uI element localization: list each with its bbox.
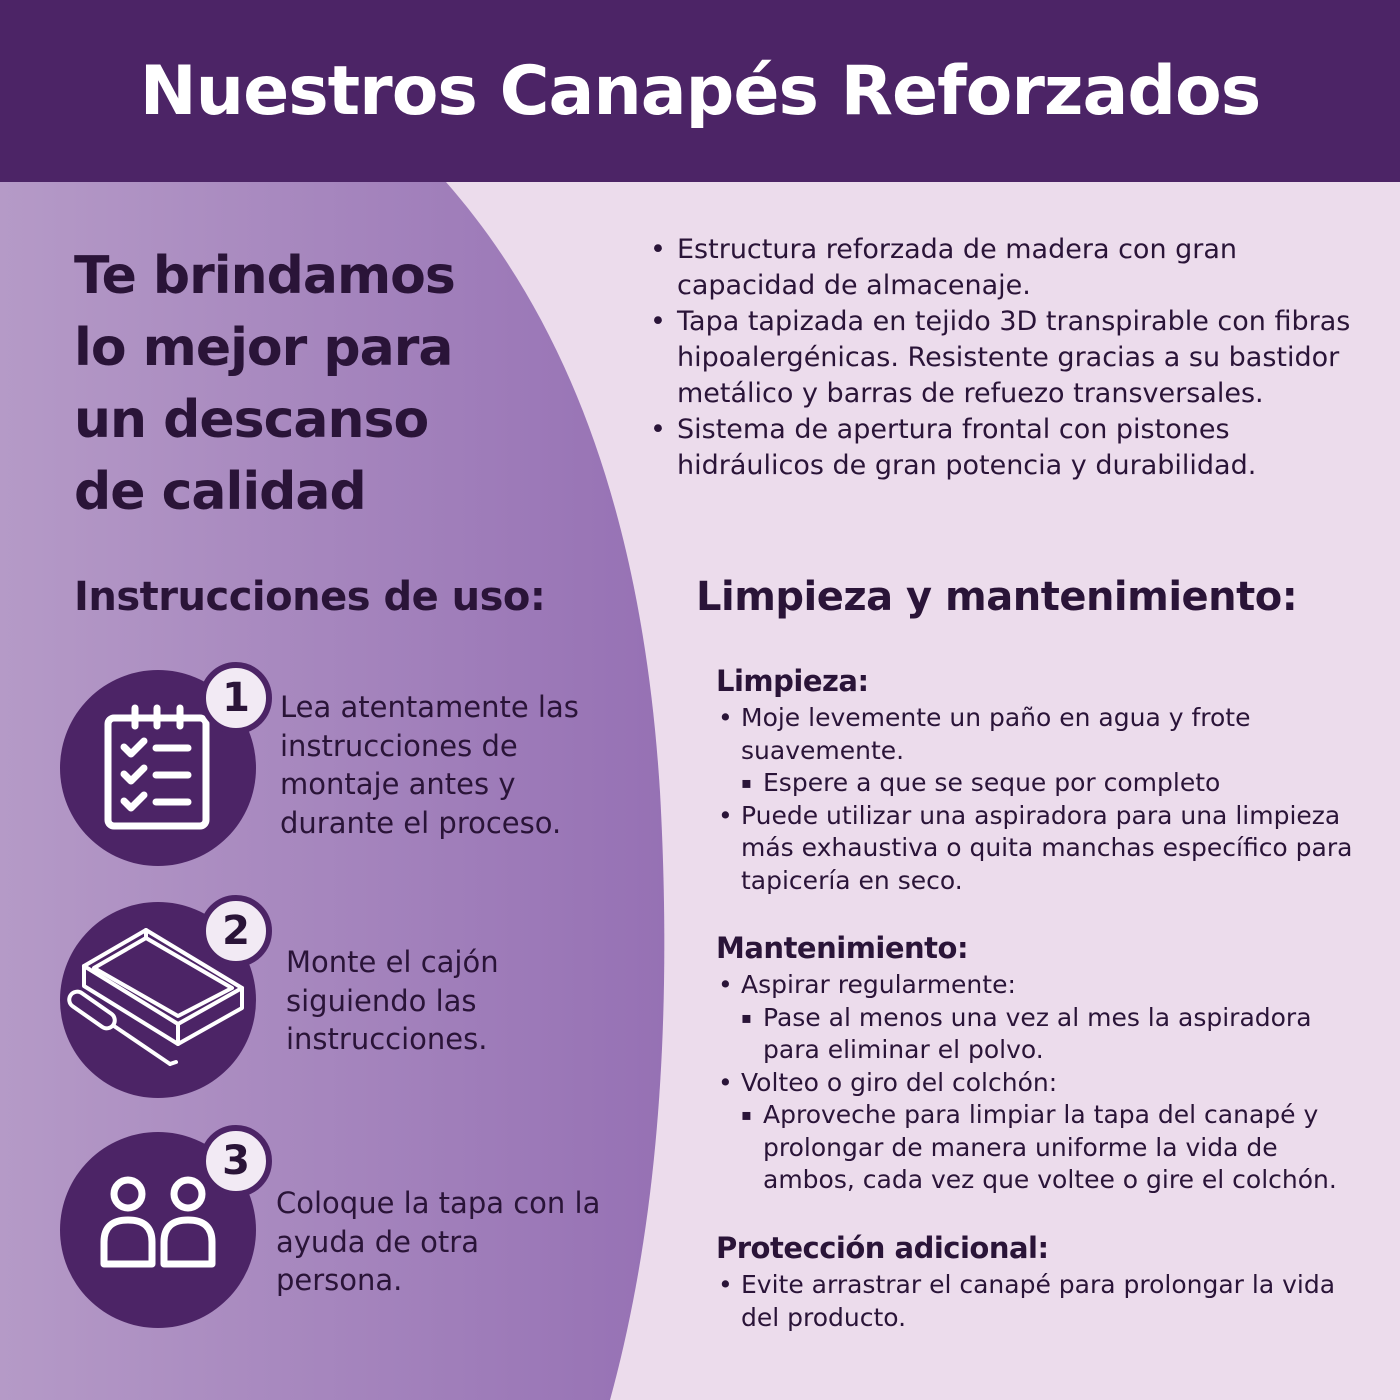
list-item: • Moje levemente un paño en agua y frote suavemente. [716, 702, 1366, 767]
feature-item: • Tapa tapizada en tejido 3D transpirable con fibras hipoalergénicas. Resistente gracias a su bastidor metálico y barras de refuezo transversales. [650, 304, 1360, 412]
maintenance-list [716, 969, 1366, 1197]
protection-list [716, 1269, 1366, 1334]
list-subitem: ▪ Pase al menos una vez al mes la aspiradora para eliminar el polvo. [716, 1002, 1366, 1067]
feature-list [650, 232, 1360, 484]
maintenance-section [716, 931, 1366, 1197]
header-banner [0, 0, 1400, 182]
list-item: • Evite arrastrar el canapé para prolongar la vida del producto. [716, 1269, 1366, 1334]
list-subitem: ▪ Espere a que se seque por completo [716, 767, 1366, 800]
feature-item: • Sistema de apertura frontal con pistones hidráulicos de gran potencia y durabilidad. [650, 412, 1360, 484]
step-2-badge: 2 [200, 895, 272, 967]
page-title: Nuestros Canapés Reforzados [139, 51, 1261, 131]
step-3-badge: 3 [200, 1125, 272, 1197]
protection-section [716, 1231, 1366, 1334]
step-3-text: Coloque la tapa con la ayuda de otra persona. [276, 1186, 601, 1297]
instructions-title: Instrucciones de uso: [74, 574, 546, 620]
step-1-text: Lea atentamente las instrucciones de montaje antes y durante el proceso. [280, 690, 579, 840]
list-item: • Puede utilizar una aspiradora para una limpieza más exhaustiva o quita manchas específico para tapicería en seco. [716, 800, 1366, 898]
cleaning-section [716, 664, 1366, 897]
list-item: • Volteo o giro del colchón: [716, 1067, 1366, 1100]
protection-title: Protección adicional: [716, 1231, 1049, 1265]
list-subitem: ▪ Aproveche para limpiar la tapa del canapé y prolongar de manera uniforme la vida de ambos, cada vez que voltee o gire el colchón. [716, 1099, 1366, 1197]
step-2-text: Monte el cajón siguiendo las instrucciones. [286, 945, 499, 1056]
maintenance-title: Mantenimiento: [716, 931, 969, 965]
cleaning-title: Limpieza: [716, 664, 869, 698]
step-1-badge: 1 [200, 662, 272, 734]
headline [74, 240, 514, 528]
headline-line: lo mejor para [74, 318, 453, 378]
headline-line: un descanso [74, 390, 429, 450]
headline-line: Te brindamos [74, 246, 455, 306]
cleaning-list [716, 702, 1366, 897]
feature-item: • Estructura reforzada de madera con gran capacidad de almacenaje. [650, 232, 1360, 304]
care-title: Limpieza y mantenimiento: [696, 574, 1298, 620]
headline-line: de calidad [74, 462, 366, 522]
list-item: • Aspirar regularmente: [716, 969, 1366, 1002]
